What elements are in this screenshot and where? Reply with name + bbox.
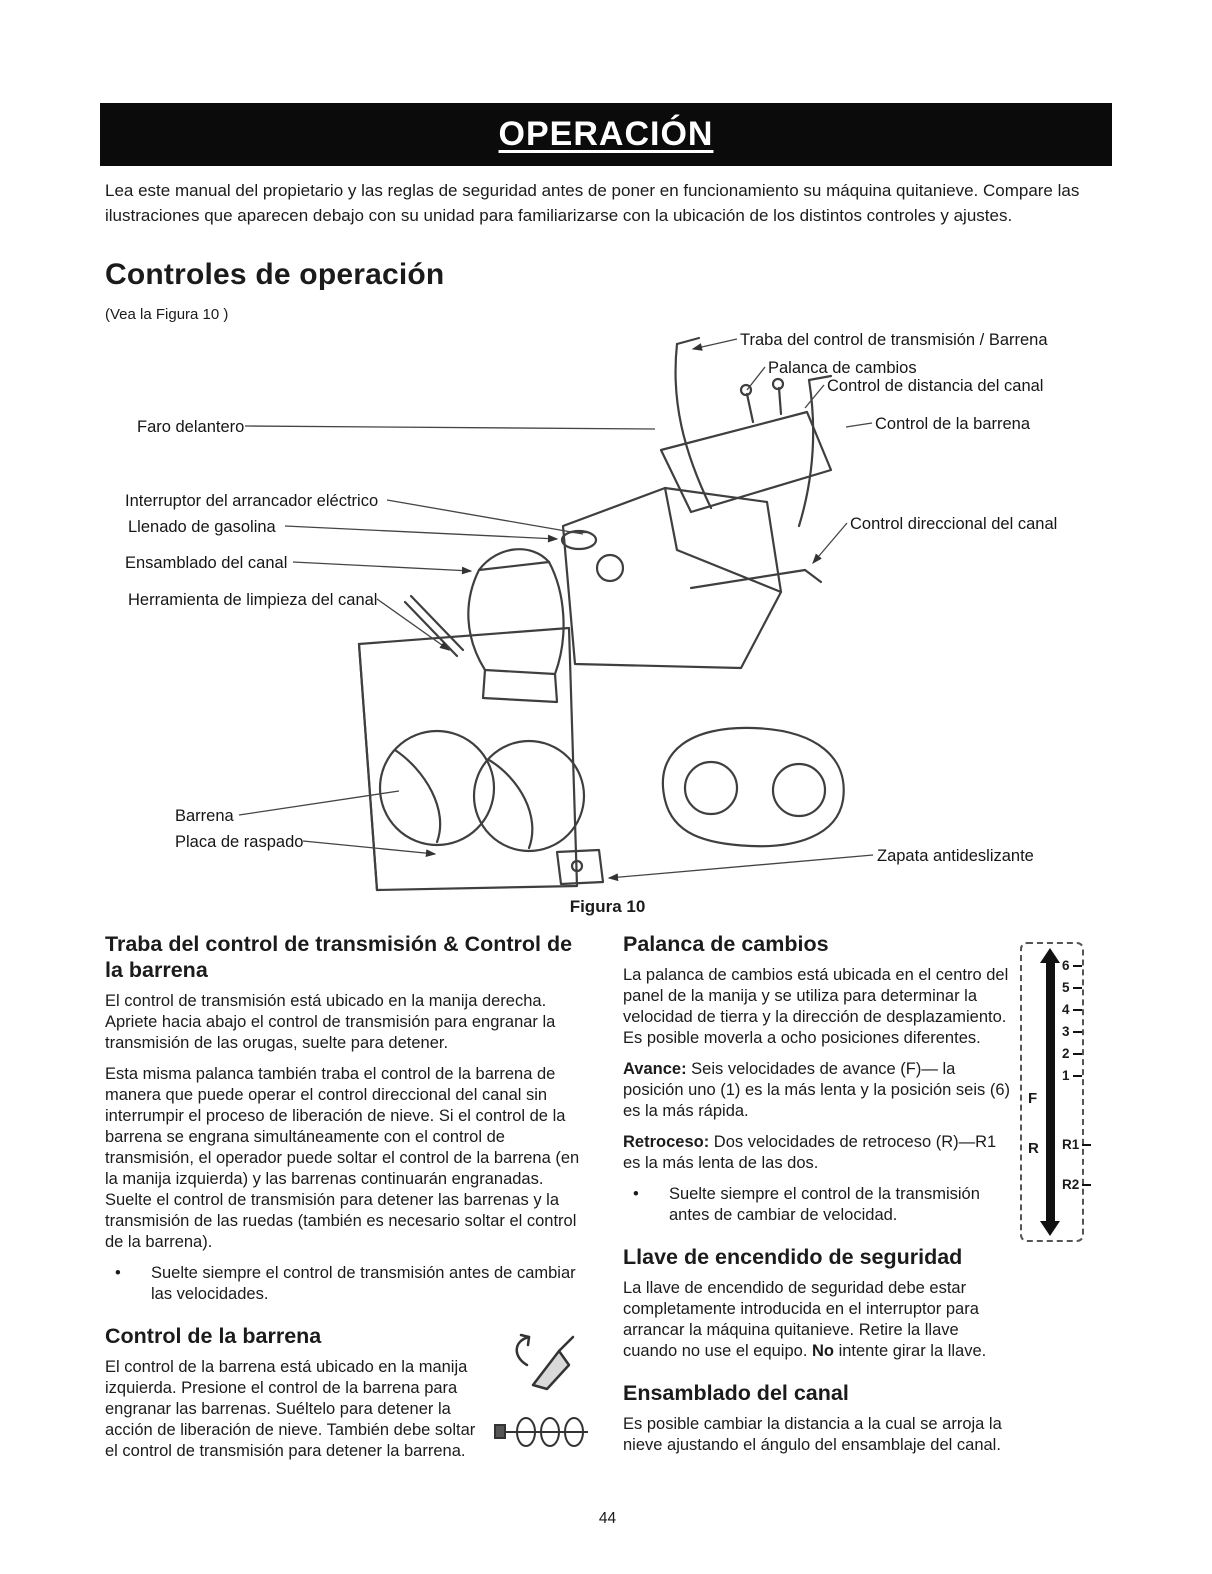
section-banner-title: OPERACIÓN: [498, 115, 714, 153]
llave-paragraph: [623, 1278, 1015, 1362]
diagram-label-traba-transmision: Traba del control de transmisión / Barrena: [740, 331, 1048, 349]
gear-position-5: 5: [1062, 980, 1082, 995]
control-barrena-icons: [492, 1329, 592, 1455]
diagram-label-herramienta-limpieza: Herramienta de limpieza del canal: [128, 591, 378, 609]
intro-paragraph: Lea este manual del propietario y las reglas de seguridad antes de poner en funcionamiento su máquina quitanieve. Compare las ilustraciones que aparecen debajo con su unidad para familiarizarse con la ubicación de los distintos controles y ajustes.: [105, 181, 1080, 225]
gear-forward-label: F: [1028, 1090, 1038, 1107]
gear-position-2: 2: [1062, 1046, 1082, 1061]
gear-position-3: 3: [1062, 1024, 1082, 1039]
control-barrena-paragraph: El control de la barrena está ubicado en la manija izquierda. Presione el control de la barrena para engranar las barrenas. Suéltelo para detener la acción de liberación de nieve. También debe soltar el control de transmisión para detener la barrena.: [105, 1358, 476, 1460]
control-barrena-block: [105, 1357, 592, 1462]
traba-bullet-text: • Suelte siempre el control de transmisión antes de cambiar las velocidades.: [151, 1264, 576, 1303]
gear-position-4: 4: [1062, 1002, 1082, 1017]
page-number: 44: [598, 1510, 617, 1527]
heading-traba-control: Traba del control de transmisión & Control de la barrena: [105, 932, 573, 982]
gear-position-1: 1: [1062, 1068, 1082, 1083]
diagram-label-ensamblado-canal: Ensamblado del canal: [125, 554, 288, 572]
gear-reverse-label: R: [1028, 1140, 1039, 1157]
shift-arrow-down-icon: [1040, 1221, 1060, 1236]
auger-icon: [494, 1409, 590, 1455]
figure-reference: (Vea la Figura 10 ): [105, 306, 229, 323]
retroceso-label: Retroceso:: [623, 1133, 710, 1151]
diagram-label-palanca-cambios: Palanca de cambios: [768, 359, 917, 377]
traba-bullet: [105, 1263, 592, 1305]
shift-pattern-indicator: [1020, 942, 1084, 1242]
diagram-label-barrena: Barrena: [175, 807, 234, 825]
gear-position-r2: R2: [1062, 1177, 1091, 1192]
llave-text-bold: No: [812, 1342, 834, 1360]
shift-arrow-shaft: [1046, 960, 1055, 1226]
heading-ensamblado-canal: Ensamblado del canal: [623, 1381, 849, 1405]
page-title: Controles de operación: [105, 258, 445, 291]
left-column: [105, 931, 592, 1472]
palanca-paragraph: La palanca de cambios está ubicada en el centro del panel de la manija y se utiliza para determinar la velocidad de tierra y la dirección de desplazamiento. Es posible moverla a ocho posiciones diferentes.: [623, 966, 1009, 1047]
palanca-bullet-text: • Suelte siempre el control de la transmisión antes de cambiar de velocidad.: [669, 1185, 980, 1224]
gear-position-6: 6: [1062, 958, 1082, 973]
llave-text-pre: La llave de encendido de seguridad debe estar completamente introducida en el interruptor para arrancar la máquina quitanieve. Retire la llave cuando no use el equipo.: [623, 1279, 979, 1360]
diagram-label-control-direccional: Control direccional del canal: [850, 515, 1058, 533]
traba-paragraph-1: El control de transmisión está ubicado en la manija derecha. Apriete hacia abajo el control de transmisión para engranar la transmisión de las orugas, suelte para detener.: [105, 992, 556, 1052]
right-column: [623, 931, 1015, 1466]
avance-label: Avance:: [623, 1060, 687, 1078]
section-banner: [100, 103, 1112, 166]
diagram-label-control-barrena: Control de la barrena: [875, 415, 1031, 433]
heading-control-barrena: Control de la barrena: [105, 1324, 322, 1348]
palanca-bullet: [623, 1184, 1015, 1226]
diagram-label-interruptor-arrancador: Interruptor del arrancador eléctrico: [125, 492, 379, 510]
avance-paragraph: [623, 1059, 1015, 1122]
retroceso-paragraph: [623, 1132, 1015, 1174]
figure-10-diagram: [105, 330, 1110, 896]
traba-paragraph-2: Esta misma palanca también traba el control de la barrena de manera que puede operar el control direccional del canal sin interrumpir el proceso de liberación de nieve. Si el control de la barrena se engrana simultáneamente con el control de transmisión, el operador puede soltar el control de la barrena (en la manija izquierda) y las barrenas continuarán engranadas. Suelte el control de transmisión para detener las barrenas y la transmisión de las ruedas (también es necesario soltar el control de la barrena).: [105, 1065, 580, 1251]
auger-lever-icon: [499, 1329, 585, 1395]
llave-text-post: intente girar la llave.: [834, 1342, 987, 1360]
figure-caption: Figura 10: [569, 897, 646, 916]
ensamblado-paragraph: Es posible cambiar la distancia a la cual se arroja la nieve ajustando el ángulo del ensamblaje del canal.: [623, 1415, 1002, 1454]
diagram-label-placa-raspado: Placa de raspado: [175, 833, 304, 851]
heading-palanca-cambios: Palanca de cambios: [623, 932, 829, 956]
avance-text: Seis velocidades de avance (F)— la posición uno (1) es la más lenta y la posición seis (6) es la más rápida.: [623, 1060, 1011, 1120]
diagram-label-control-distancia: Control de distancia del canal: [827, 377, 1044, 395]
heading-llave-encendido: Llave de encendido de seguridad: [623, 1245, 963, 1269]
retroceso-text: Dos velocidades de retroceso (R)—R1 es la más lenta de las dos.: [623, 1133, 997, 1172]
diagram-label-llenado-gasolina: Llenado de gasolina: [128, 518, 276, 536]
diagram-label-faro-delantero: Faro delantero: [137, 418, 245, 436]
gear-position-r1: R1: [1062, 1137, 1091, 1152]
diagram-label-zapata: Zapata antideslizante: [877, 847, 1034, 865]
